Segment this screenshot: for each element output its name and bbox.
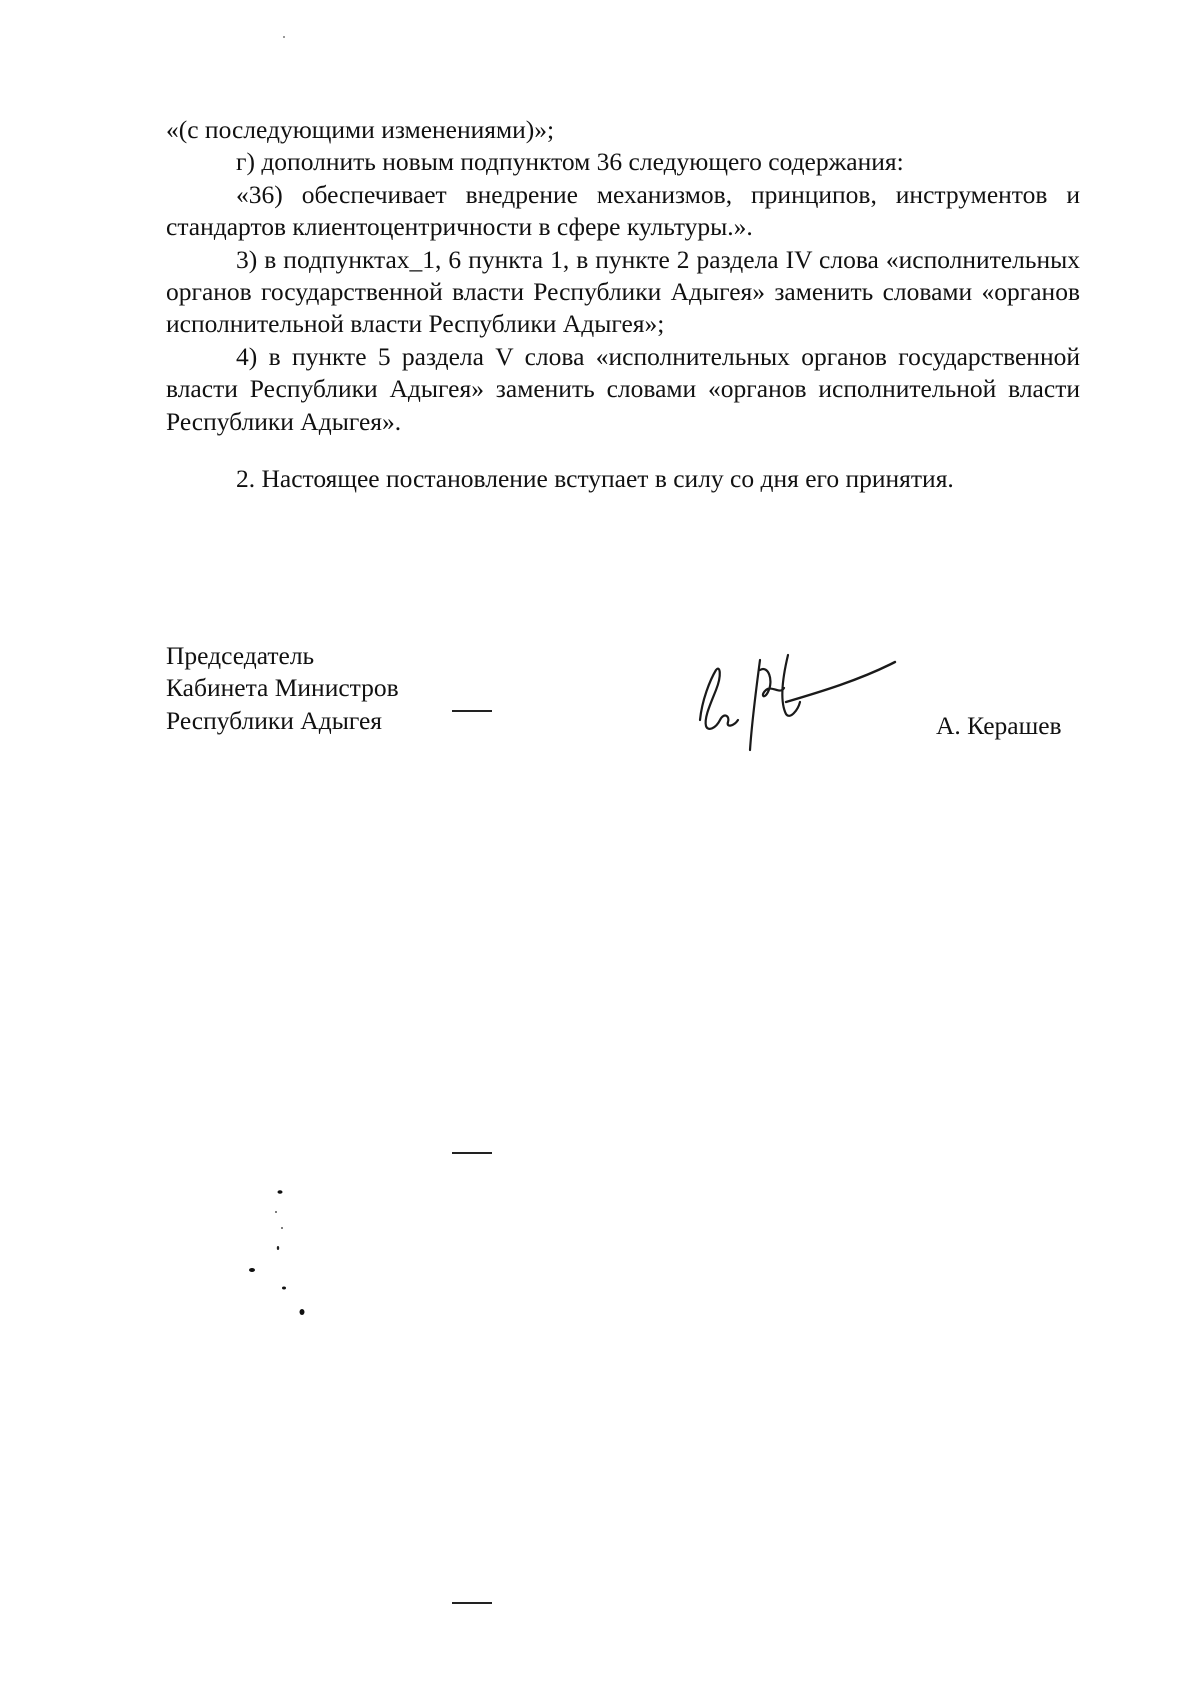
signatory-title	[166, 640, 399, 737]
document-body	[166, 114, 1080, 495]
paragraph-item-2-effective: 2. Настоящее постановление вступает в силу со дня его принятия.	[236, 464, 954, 494]
paragraph-subitem-36: «36) обеспечивает внедрение механизмов, принципов, инструментов и стандартов клиентоцентричности в сфере культуры.».	[166, 179, 1080, 242]
paragraph-item-4: 4) в пункте 5 раздела V слова «исполнительных органов государственной власти Республики Адыгея» заменить словами «органов исполнительной власти Республики Адыгея».	[166, 341, 1080, 436]
paragraph-subitem-g: г) дополнить новым подпунктом 36 следующего содержания:	[236, 147, 904, 177]
signatory-title-line: Кабинета Министров	[166, 673, 399, 703]
handwritten-signature	[690, 640, 910, 760]
margin-dash-mark	[452, 710, 492, 712]
paragraph-continuation: «(с последующими изменениями)»;	[166, 115, 555, 144]
margin-dash-mark	[452, 1602, 492, 1604]
margin-dash-mark	[452, 1152, 492, 1154]
scan-speck	[283, 36, 285, 38]
signatory-title-line: Республики Адыгея	[166, 705, 382, 735]
scan-specks	[240, 1180, 320, 1330]
signatory-title-line: Председатель	[166, 641, 315, 670]
signatory-name: А. Керашев	[936, 711, 1062, 740]
paragraph-item-3: 3) в подпунктах_1, 6 пункта 1, в пункте 2 раздела IV слова «исполнительных органов государственной власти Республики Адыгея» заменить словами «органов исполнительной власти Республики Адыгея»;	[166, 244, 1080, 339]
